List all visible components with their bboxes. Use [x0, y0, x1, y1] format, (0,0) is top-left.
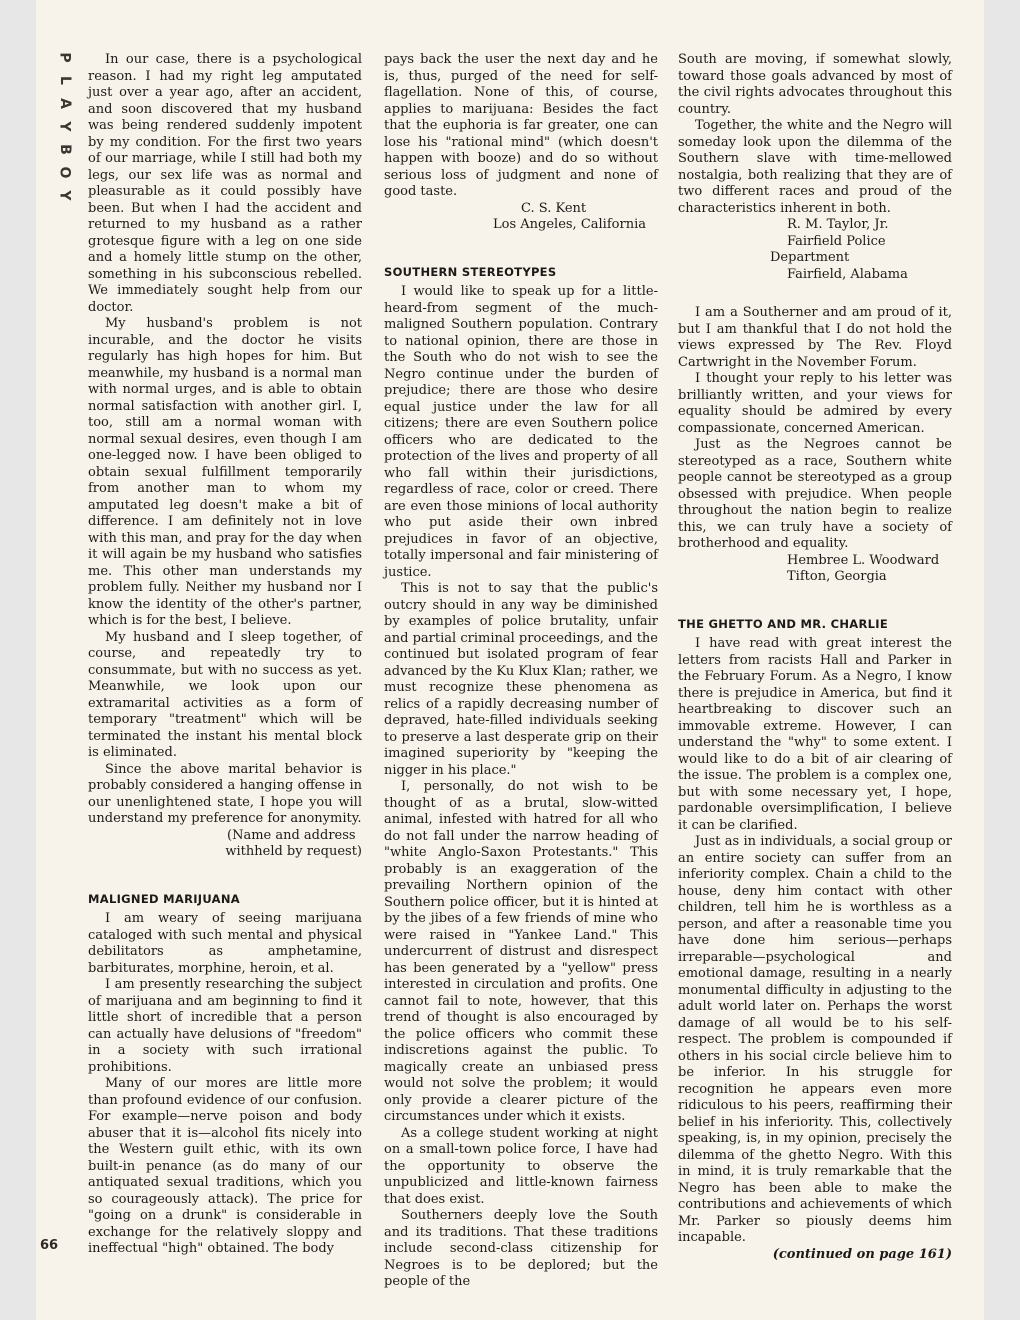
masthead-letter: Y — [56, 190, 73, 201]
masthead-letter: O — [56, 166, 73, 179]
section-heading: SOUTHERN STEREOTYPES — [384, 264, 557, 279]
paragraph: In our case, there is a psychological reason. I had my right leg amputated just over a year ago, after an accident, and soon discovered that my husband was being rendered suddenly impotent by my condition. For the first two years of our marriage, while I still had both my legs, our sex life was as normal and pleasurable as it could possibly have been. But when I had the accident and returned to my husband as a rather grotesque figure with a leg on one side and a homely little stump on the other, something in his subconscious rebelled. We immediately sought help from our doctor. — [88, 52, 362, 315]
signature-line: (Name and address — [227, 827, 356, 843]
signature-name: C. S. Kent — [521, 200, 587, 216]
section-heading: MALIGNED MARIJUANA — [88, 891, 240, 906]
paragraph: I thought your reply to his letter was brilliantly written, and your views for equality should be admired by every compassionate, concerned American. — [678, 371, 952, 436]
text-column-3 — [678, 52, 952, 1263]
signature-name: Hembree L. Woodward — [787, 552, 940, 568]
paragraph: I am presently researching the subject of marijuana and am beginning to find it little short of incredible that a person can actually have delusions of "freedom" in a society with such irrational prohibitions. — [88, 977, 362, 1075]
paragraph: Since the above marital behavior is probably considered a hanging offense in our unenlightened state, I hope you will understand my preference for anonymity. — [88, 761, 362, 826]
signature-place: Fairfield, Alabama — [787, 266, 908, 282]
paragraph: Southerners deeply love the South and its traditions. That these traditions include second-class citizenship for Negroes is to be deplored; but the people of the — [384, 1208, 658, 1289]
paragraph: I would like to speak up for a little-heard-from segment of the much-maligned Southern population. Contrary to national opinion, there are those in the South who do not wish to see the Negro continue under the burden of prejudice; there are those who desire equal justice under the law for all citizens; there are even Southern police officers who are dedicated to the protection of the lives and property of all who fall within their jurisdictions, regardless of race, color or creed. There are even those minions of local authority who put aside their own inbred prejudices in favor of an objective, totally impersonal and fair ministering of justice. — [384, 284, 658, 580]
masthead-vertical — [52, 46, 76, 207]
paragraph: Together, the white and the Negro will someday look upon the dilemma of the Southern slave with time-mellowed nostalgia, both realizing that they are of two different races and proud of the characteristics inherent in both. — [678, 118, 952, 216]
paragraph: My husband and I sleep together, of course, and repeatedly try to consummate, but with no success as yet. Meanwhile, we look upon our extramarital activities as a form of temporary "treatment" which will be terminated the instant his mental block is eliminated. — [88, 629, 362, 760]
paragraph: Just as in individuals, a social group or an entire society can suffer from an inferiority complex. Chain a child to the house, deny him contact with other children, tell him he is worthless as a person, and after a reasonable time you have done him serious—perhaps irreparable—psychological and emotional damage, resulting in a nearly monumental difficulty in adjusting to the adult world later on. Perhaps the worst damage of all would be to his self-respect. The problem is compounded if others in his social circle believe him to be inferior. In his struggle for recognition he appears even more ridiculous to his peers, reaffirming their belief in his inferiority. This, collectively speaking, is, in my opinion, precisely the dilemma of the ghetto Negro. With this in mind, it is truly remarkable that the Negro has been able to make the contributions and achievements of which Mr. Parker so piously deems him incapable. — [678, 834, 952, 1245]
paragraph: I, personally, do not wish to be thought of as a brutal, slow-witted animal, infested with hatred for all who do not fall under the narrow heading of "white Anglo-Saxon Protestants." This probably is an exaggeration of the prevailing Northern opinion of the Southern police officer, but it is hinted at by the jibes of a few friends of mine who were raised in "Yankee Land." This undercurrent of distrust and disrespect has been generated by a "yellow" press interested in circulation and profits. One cannot fail to note, however, that this trend of thought is also encouraged by the police officers who commit these indiscretions against the public. To magically create an unbiased press would not solve the problem; it would only provide a clearer picture of the circumstances under which it exists. — [384, 779, 658, 1124]
masthead-letter: L — [56, 76, 73, 85]
continued-note: (continued on page 161) — [772, 1246, 952, 1262]
text-column-2 — [384, 52, 658, 1291]
signature-place: Los Angeles, California — [493, 217, 646, 232]
masthead-letter: B — [56, 144, 73, 155]
masthead-letter: P — [56, 52, 73, 63]
paragraph: I am a Southerner and am proud of it, but I am thankful that I do not hold the views expressed by The Rev. Floyd Cartwright in the November Forum. — [678, 305, 952, 370]
signature-name: R. M. Taylor, Jr. — [787, 217, 889, 232]
paragraph: South are moving, if somewhat slowly, toward those goals advanced by most of the civil rights advocates throughout this country. — [678, 52, 952, 117]
masthead-letter: Y — [56, 121, 73, 132]
paragraph: pays back the user the next day and he is, thus, purged of the need for self-flagellation. None of this, of course, applies to marijuana: Besides the fact that the euphoria is far greater, one can lose his "rational mind" (which doesn't happen with booze) and do so without serious loss of judgment and none of good taste. — [384, 52, 658, 199]
paragraph: Just as the Negroes cannot be stereotyped as a race, Southern white people cannot be stereotyped as a group obsessed with prejudice. When people throughout the nation begin to realize this, we can truly have a society of brotherhood and equality. — [678, 437, 952, 551]
text-column-1 — [88, 52, 362, 1258]
section-heading: THE GHETTO AND MR. CHARLIE — [678, 616, 889, 631]
masthead-letter: A — [56, 98, 73, 109]
letter-separator — [678, 283, 952, 305]
paragraph: As a college student working at night on a small-town police force, I have had the opportunity to observe the unpublicized and little-known fairness that does exist. — [384, 1125, 658, 1207]
paragraph: I am weary of seeing marijuana cataloged with such mental and physical debilitators as amphetamine, barbiturates, morphine, heroin, et al. — [88, 911, 362, 976]
paragraph: My husband's problem is not incurable, and the doctor he visits regularly has high hopes for him. But meanwhile, my husband is a normal man with normal urges, and is able to obtain normal satisfaction with another girl. I, too, still am a normal woman with normal sexual desires, even though I am one-legged now. I have been obliged to obtain sexual fulfillment temporarily from another man to whom my amputated leg doesn't make a bit of difference. I am definitely not in love with this man, and pray for the day when it will again be my husband who satisfies me. This other man understands my problem fully. Neither my husband nor I know the identity of the other's partner, which is for the best, I believe. — [88, 316, 362, 628]
paragraph: Many of our mores are little more than profound evidence of our confusion. For example—nerve poison and body abuser that it is—alcohol fits nicely into the Western guilt ethic, with its own built-in penance (as do many of our antiquated sexual traditions, which you so courageously attack). The price for "going on a drunk" is considerable in exchange for the relatively sloppy and ineffectual "high" obtained. The body — [88, 1076, 362, 1256]
signature-place: Tifton, Georgia — [787, 569, 887, 584]
signature-line: withheld by request) — [225, 844, 362, 859]
paragraph: This is not to say that the public's outcry should in any way be diminished by examples of police brutality, unfair and partial criminal proceedings, and the continued but isolated program of fear advanced by the Ku Klux Klan; rather, we must recognize these phenomena as relics of a rapidly decreasing number of depraved, hate-filled individuals seeking to preserve a last desperate grip on their imagined superiority by "keeping the nigger in his place." — [384, 581, 658, 778]
paragraph: I have read with great interest the letters from racists Hall and Parker in the February Forum. As a Negro, I know there is prejudice in America, but find it heartbreaking to discover such an immovable extreme. However, I can understand the "why" to some extent. I would like to do a bit of air clearing of the issue. The problem is a complex one, but with some necessary yet, I hope, pardonable oversimplification, I believe it can be clarified. — [678, 636, 952, 833]
signature-org: Fairfield Police Department — [770, 233, 886, 265]
page-number: 66 — [40, 1238, 59, 1253]
